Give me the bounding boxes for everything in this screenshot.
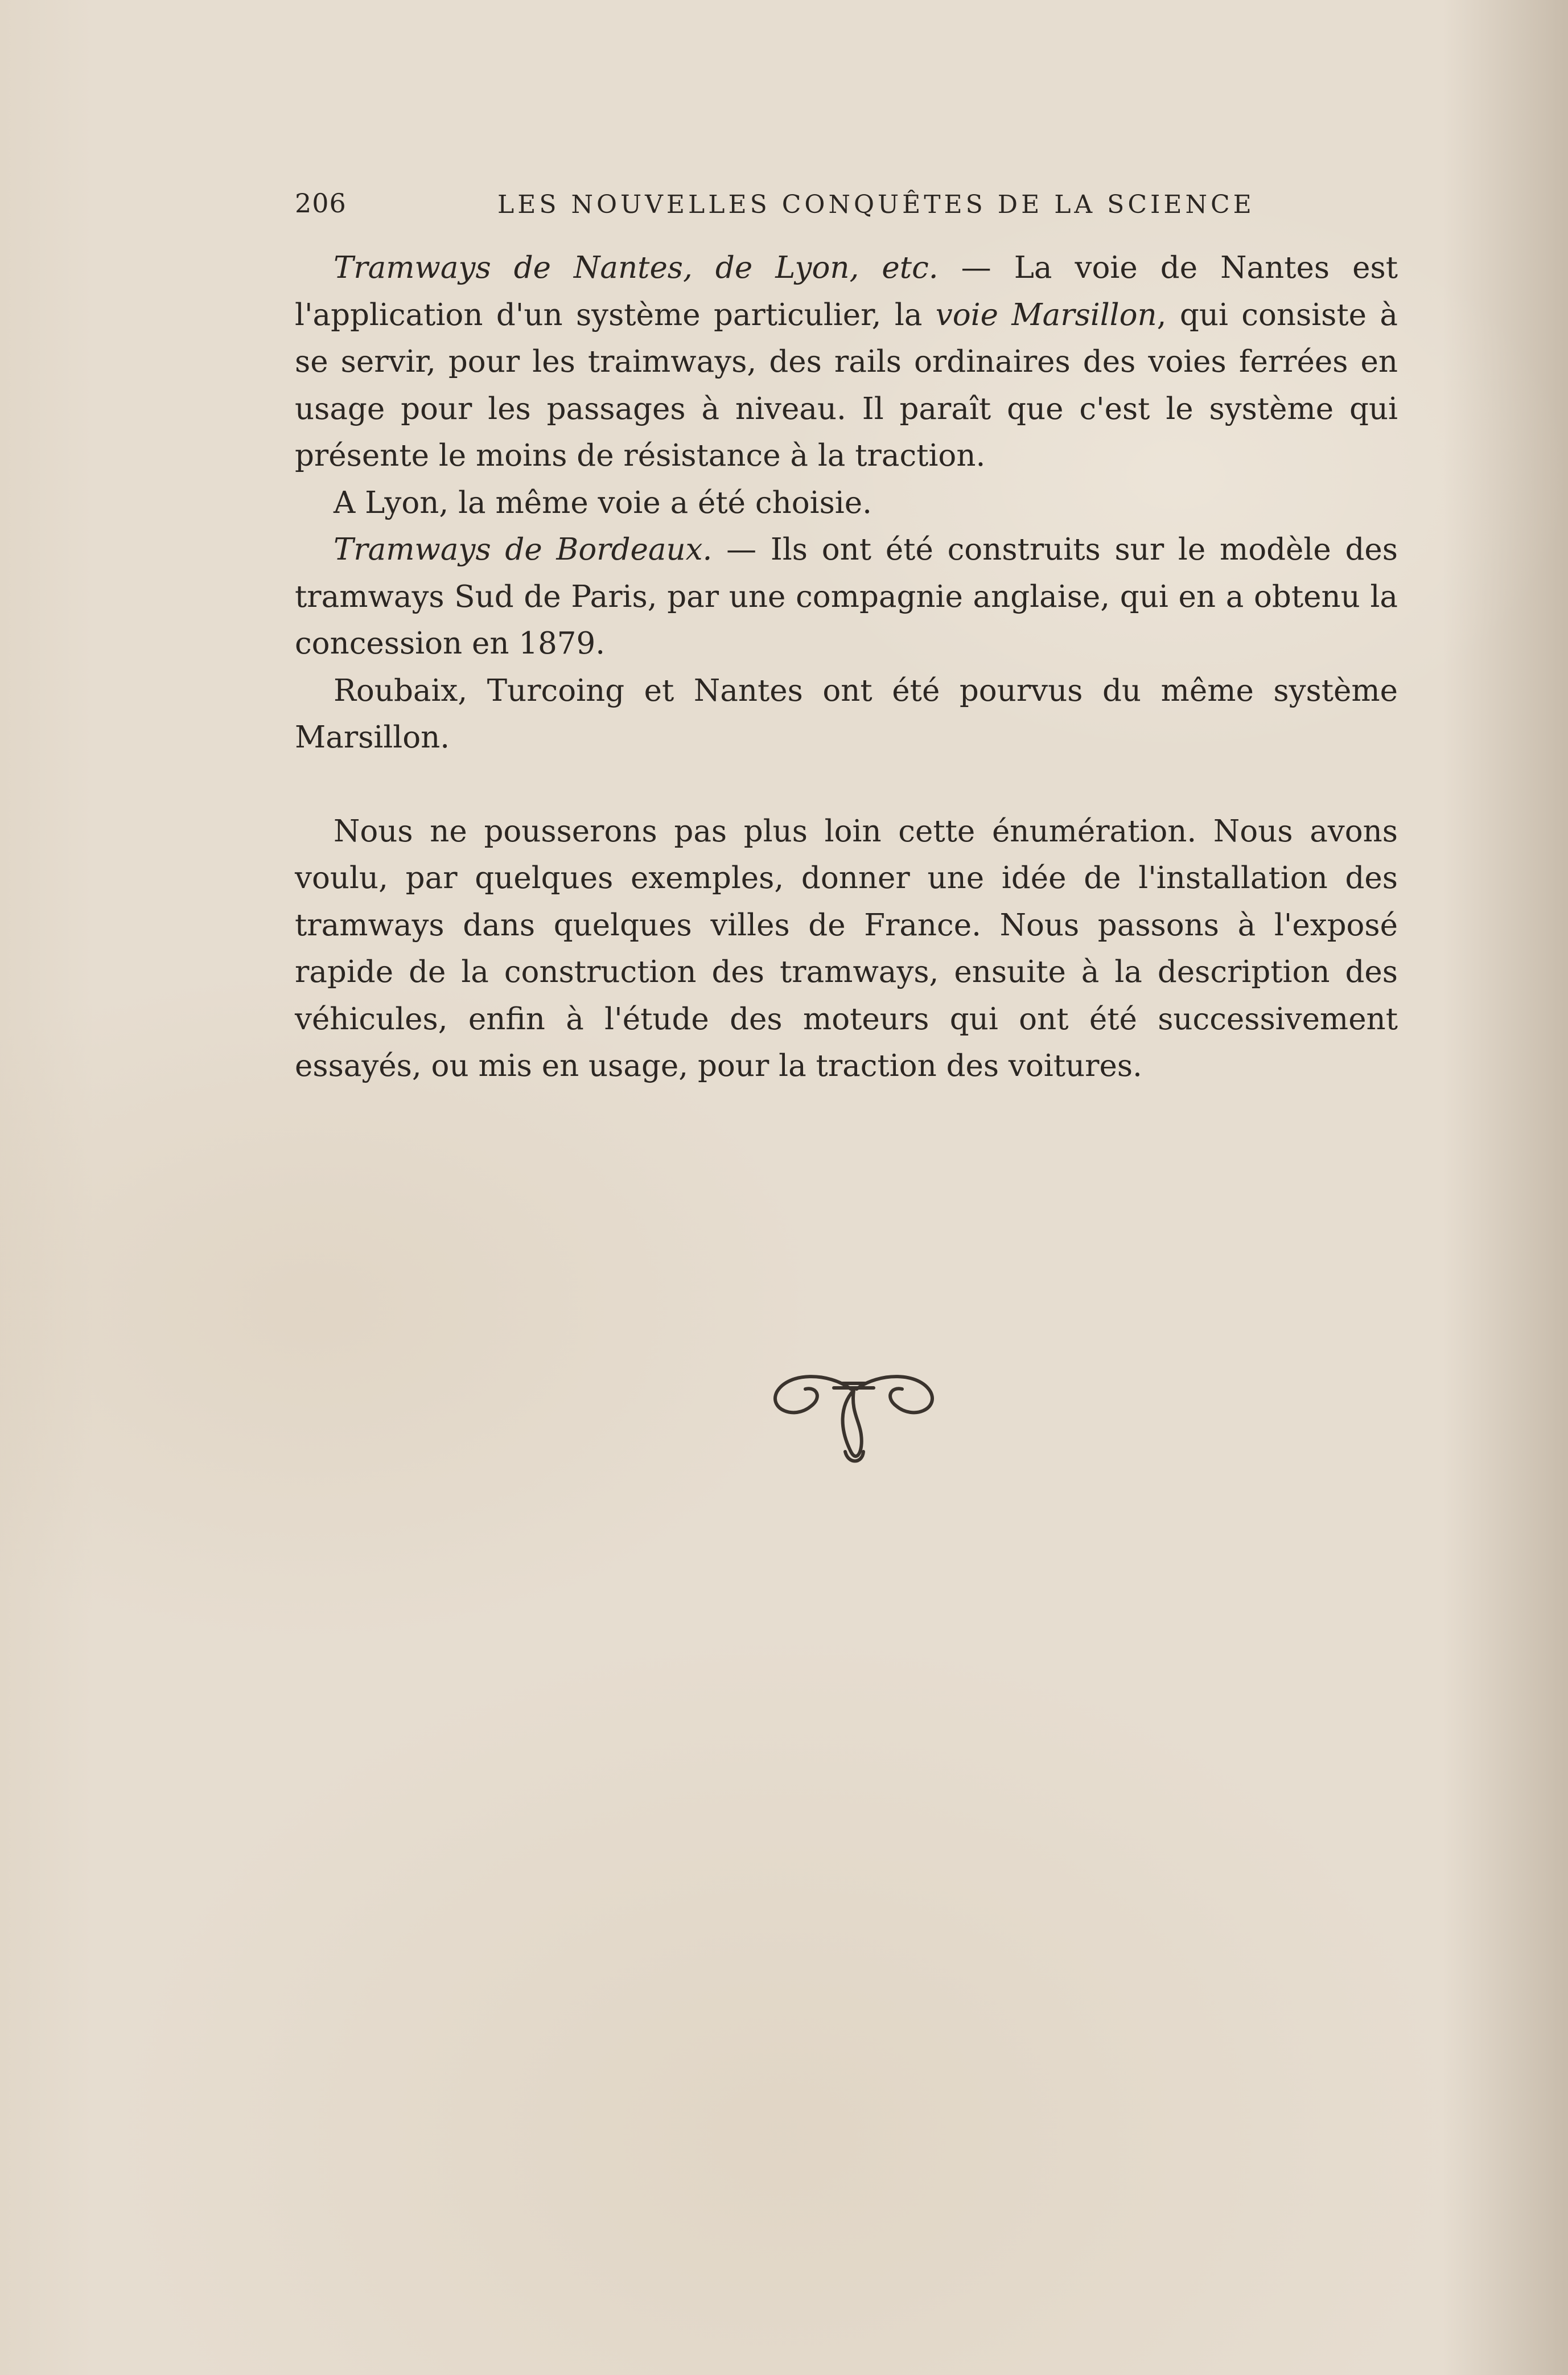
paragraph-text: , qui consiste à se servir, pour les traimways, des rails ordinaires des voies ferrées en usage pour les passages à niveau. Il paraît que c'est le système qui présente le moins de résistance à la traction. <box>295 297 1398 473</box>
paragraph-nantes-lyon <box>295 245 1398 480</box>
emphasis-voie-marsillon: voie Marsillon <box>935 297 1157 332</box>
paragraph-roubaix: Roubaix, Turcoing et Nantes ont été pourvus du même système Marsillon. <box>295 673 1398 755</box>
paragraph-text: — Ils ont été construits sur le modèle des tramways Sud de Paris, par une compagnie anglaise, qui en a obtenu la concession en 1879. <box>295 532 1398 661</box>
running-head <box>295 188 1255 233</box>
paragraph-conclusion: Nous ne pousserons pas plus loin cette énumération. Nous avons voulu, par quelques exemples, donner une idée de l'installation des tramways dans quelques villes de France. Nous passons à l'exposé rapide de la construction des tramways, ensuite à la description des véhicules, enfin à l'étude des moteurs qui ont été successivement essayés, ou mis en usage, pour la traction des voitures. <box>295 813 1398 1083</box>
tailpiece-flourish-icon <box>766 1366 942 1469</box>
section-heading-bordeaux: Tramways de Bordeaux. <box>334 532 713 567</box>
section-heading-nantes: Tramways de Nantes, de Lyon, etc. <box>334 250 939 285</box>
body-text <box>295 245 1398 1090</box>
paragraph-text: — La voie de Nantes est l'application d'un système particulier, la <box>295 250 1398 332</box>
paragraph-lyon: A Lyon, la même voie a été choisie. <box>334 485 872 520</box>
page-number: 206 <box>295 188 347 219</box>
running-title: LES NOUVELLES CONQUÊTES DE LA SCIENCE <box>497 190 1255 219</box>
paragraph-bordeaux <box>295 527 1398 668</box>
